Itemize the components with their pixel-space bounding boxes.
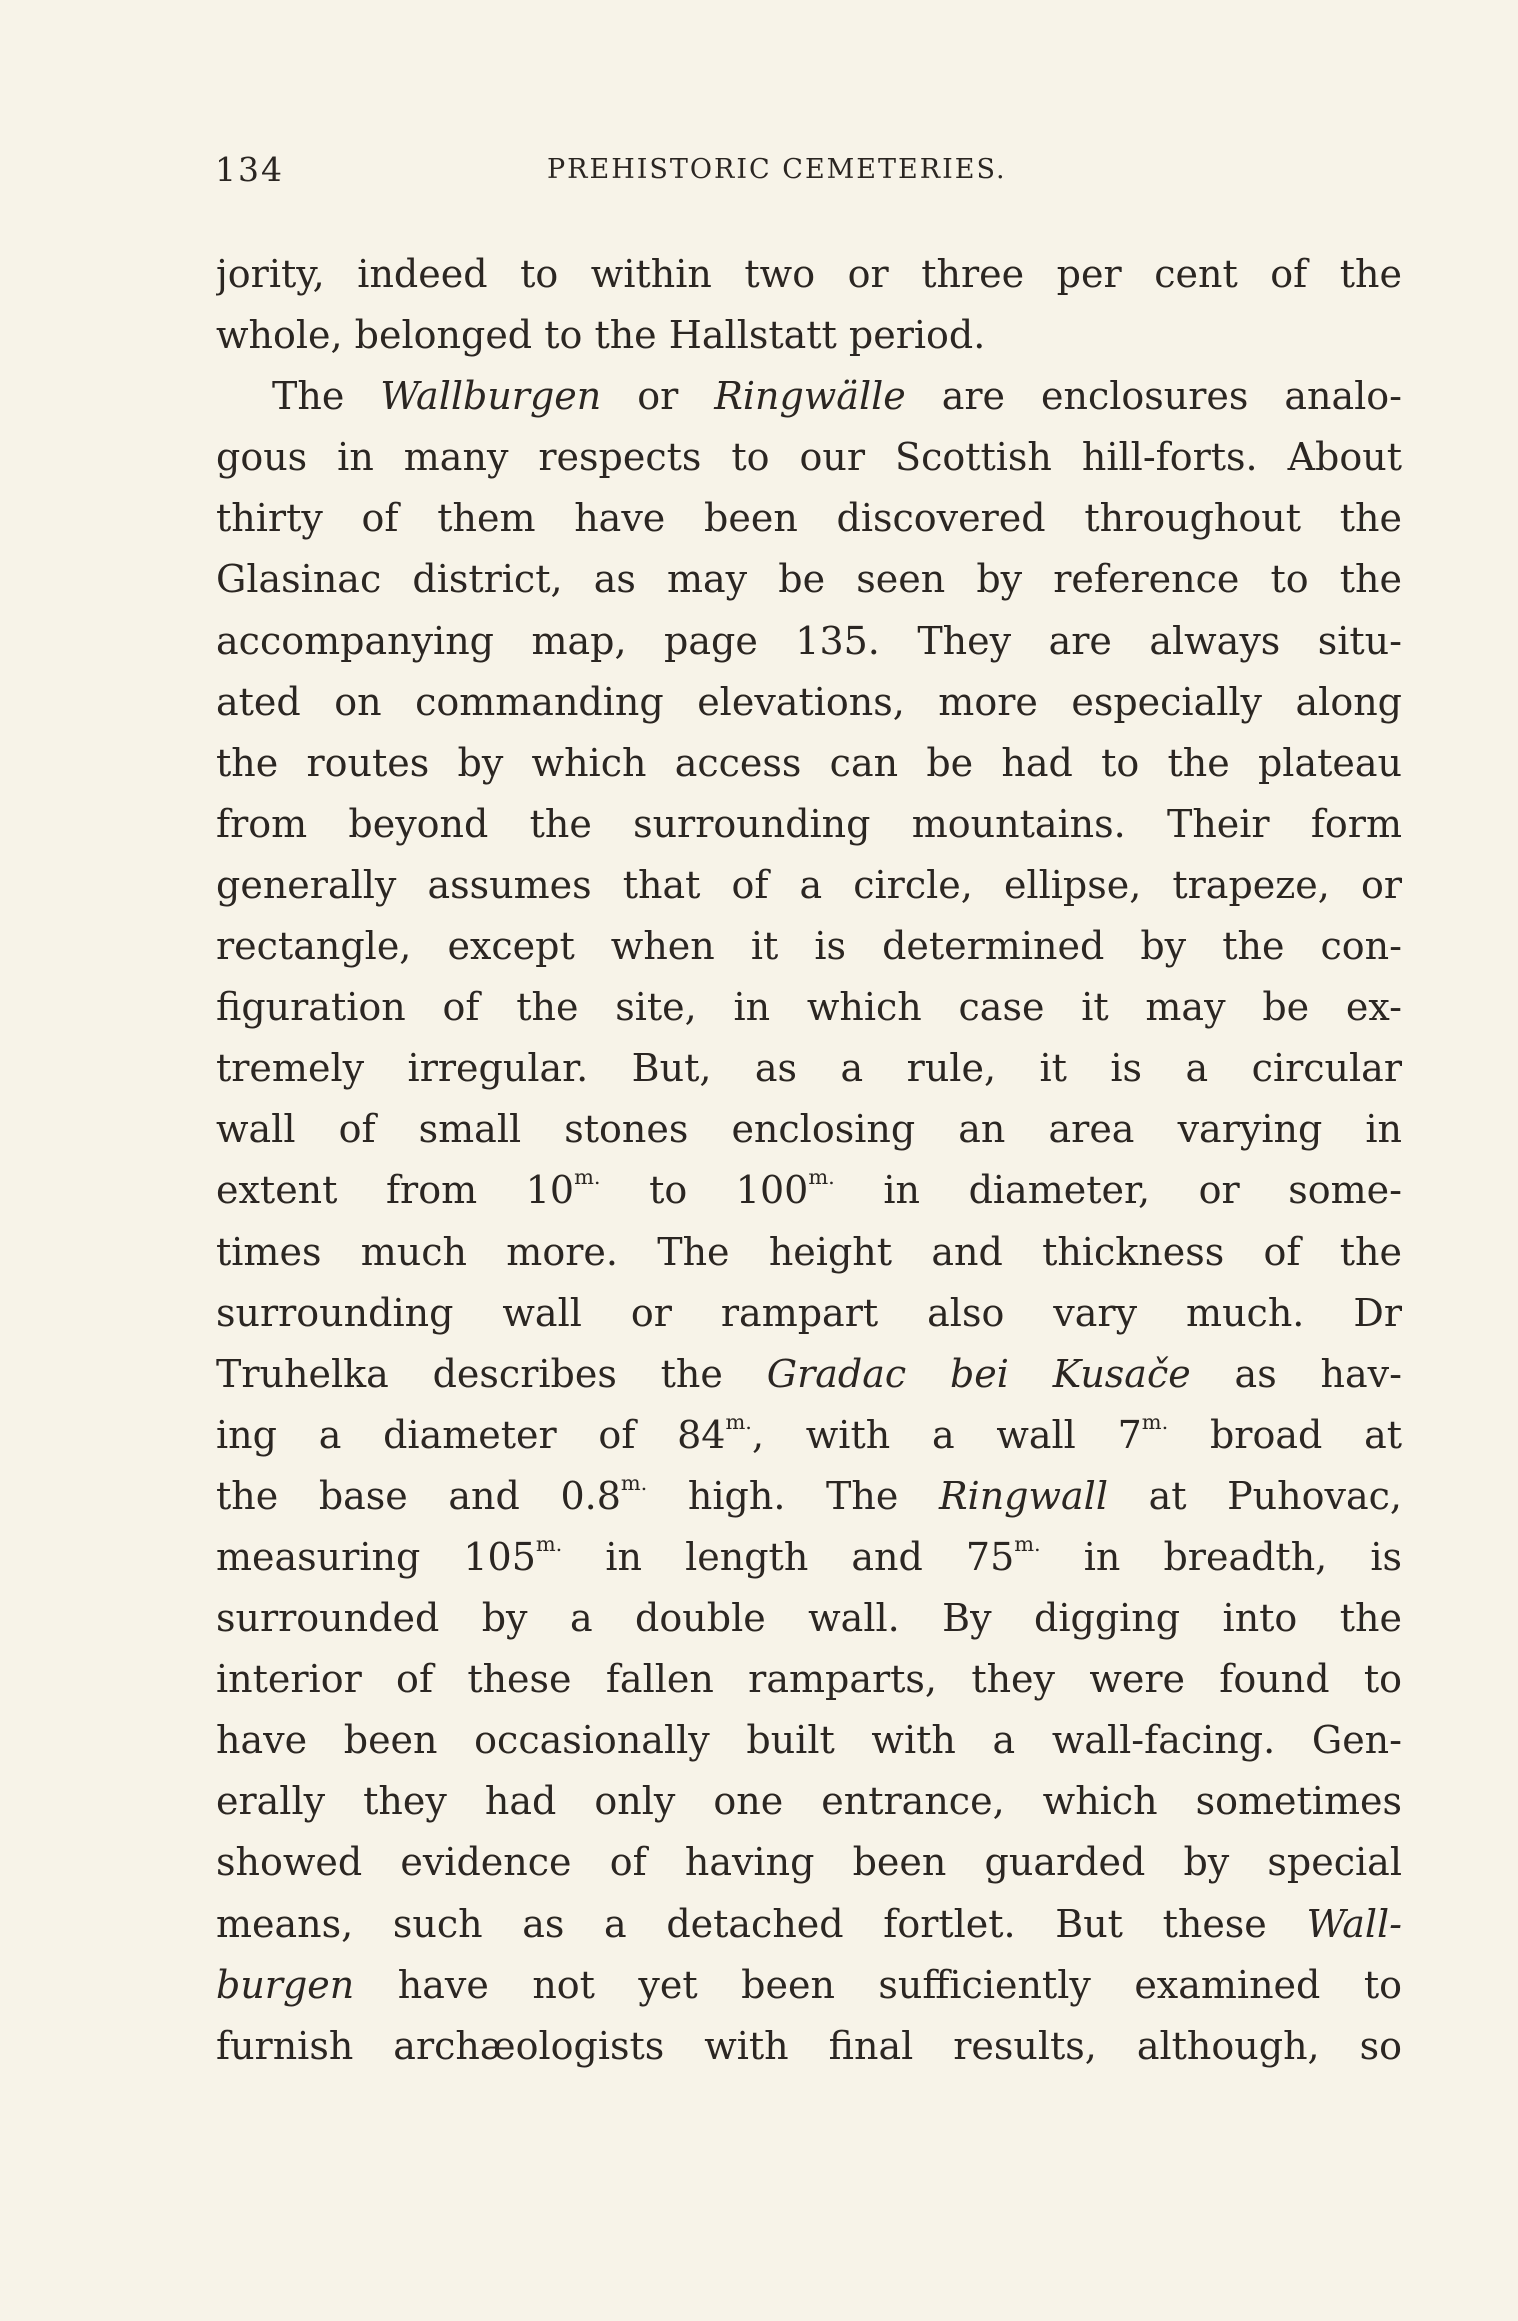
text-segment: in diameter, or some- bbox=[834, 1168, 1402, 1213]
text-segment: at Puhovac, bbox=[1108, 1473, 1402, 1518]
text-line bbox=[216, 549, 1402, 610]
text-segment: ing a diameter of 84 bbox=[216, 1412, 726, 1457]
text-segment: measuring 105 bbox=[216, 1534, 536, 1579]
body-text bbox=[216, 244, 1402, 2077]
text-segment: rectangle, except when it is determined by the con- bbox=[216, 924, 1402, 969]
text-line bbox=[216, 1955, 1402, 2016]
text-segment: generally assumes that of a circle, ellipse, trapeze, or bbox=[216, 862, 1402, 907]
text-line bbox=[216, 855, 1402, 916]
text-segment: means, such as a detached fortlet. But these bbox=[216, 1901, 1307, 1946]
text-segment: jority, indeed to within two or three per cent of the bbox=[216, 252, 1402, 296]
text-line bbox=[216, 1588, 1402, 1649]
text-line bbox=[216, 1466, 1402, 1527]
text-segment: wall of small stones enclosing an area varying in bbox=[216, 1107, 1402, 1152]
text-line bbox=[216, 611, 1402, 672]
text-line bbox=[216, 672, 1402, 733]
text-segment: the base and 0.8 bbox=[216, 1473, 621, 1518]
text-line bbox=[216, 1832, 1402, 1893]
text-segment: figuration of the site, in which case it may be ex- bbox=[216, 985, 1402, 1030]
text-segment: furnish archæologists with final results, although, so bbox=[216, 2023, 1402, 2068]
text-segment: showed evidence of having been guarded by special bbox=[216, 1840, 1402, 1885]
text-segment: Glasinac district, as may be seen by reference to the bbox=[216, 557, 1402, 602]
italic-term: Wallburgen bbox=[380, 374, 602, 419]
text-segment: surrounded by a double wall. By digging into the bbox=[216, 1596, 1402, 1641]
superscript-unit: m. bbox=[725, 1409, 752, 1434]
text-line bbox=[216, 244, 1402, 305]
text-segment: as hav- bbox=[1190, 1351, 1402, 1396]
text-segment: have been occasionally built with a wall-facing. Gen- bbox=[216, 1718, 1402, 1763]
italic-term: Ringwälle bbox=[714, 374, 906, 419]
text-line bbox=[216, 794, 1402, 855]
text-line bbox=[216, 305, 1402, 366]
text-segment: tremely irregular. But, as a rule, it is a circular bbox=[216, 1046, 1402, 1091]
text-segment: times much more. The height and thickness of the bbox=[216, 1229, 1402, 1274]
text-segment: gous in many respects to our Scottish hill-forts. About bbox=[216, 435, 1402, 480]
text-segment: extent from 10 bbox=[216, 1168, 575, 1213]
text-segment: or bbox=[601, 374, 715, 419]
text-segment: are enclosures analo- bbox=[905, 374, 1402, 419]
text-line bbox=[216, 1771, 1402, 1832]
superscript-unit: m. bbox=[1014, 1532, 1041, 1557]
text-segment: from beyond the surrounding mountains. Their form bbox=[216, 801, 1402, 846]
italic-term: Ringwall bbox=[938, 1473, 1108, 1518]
text-segment: surrounding wall or rampart also vary much. Dr bbox=[216, 1290, 1402, 1335]
text-segment: to 100 bbox=[600, 1168, 809, 1213]
text-line bbox=[216, 1344, 1402, 1405]
text-segment: Truhelka describes the bbox=[216, 1351, 767, 1396]
italic-term: burgen bbox=[216, 1962, 355, 2007]
text-segment: , with a wall 7 bbox=[751, 1412, 1142, 1457]
running-title: PREHISTORIC CEMETERIES. bbox=[547, 154, 1007, 185]
text-line bbox=[216, 366, 1402, 427]
text-segment: high. The bbox=[647, 1473, 939, 1518]
text-line bbox=[216, 1099, 1402, 1160]
running-head bbox=[215, 150, 1403, 194]
text-segment: interior of these fallen ramparts, they were found to bbox=[216, 1657, 1402, 1702]
text-line bbox=[216, 1894, 1402, 1955]
text-segment: the routes by which access can be had to the plateau bbox=[216, 740, 1402, 785]
superscript-unit: m. bbox=[1141, 1409, 1169, 1434]
text-line bbox=[216, 916, 1402, 977]
text-line bbox=[216, 1160, 1402, 1221]
text-segment: in length and 75 bbox=[562, 1534, 1015, 1579]
italic-term: Wall- bbox=[1306, 1901, 1402, 1946]
text-segment: in breadth, is bbox=[1040, 1534, 1402, 1579]
superscript-unit: m. bbox=[620, 1471, 648, 1496]
text-segment: The bbox=[272, 374, 381, 419]
text-segment: ated on commanding elevations, more especially along bbox=[216, 679, 1402, 724]
text-line bbox=[216, 977, 1402, 1038]
text-line bbox=[216, 733, 1402, 794]
text-segment: accompanying map, page 135. They are always situ- bbox=[216, 618, 1402, 663]
text-line bbox=[216, 1649, 1402, 1710]
superscript-unit: m. bbox=[535, 1532, 563, 1557]
text-segment: whole, belonged to the Hallstatt period. bbox=[216, 313, 986, 358]
text-line bbox=[216, 1527, 1402, 1588]
text-line bbox=[216, 488, 1402, 549]
superscript-unit: m. bbox=[808, 1165, 835, 1190]
text-segment: broad at bbox=[1168, 1412, 1402, 1457]
text-line bbox=[216, 1710, 1402, 1771]
page-number: 134 bbox=[215, 150, 284, 189]
text-line bbox=[216, 1222, 1402, 1283]
text-line bbox=[216, 1405, 1402, 1466]
italic-term: Gradac bei Kusače bbox=[766, 1351, 1191, 1396]
text-line bbox=[216, 1283, 1402, 1344]
superscript-unit: m. bbox=[574, 1165, 601, 1190]
text-line bbox=[216, 1038, 1402, 1099]
text-segment: have not yet been sufficiently examined to bbox=[354, 1962, 1402, 2007]
text-line bbox=[216, 427, 1402, 488]
text-segment: erally they had only one entrance, which sometimes bbox=[216, 1779, 1402, 1824]
text-segment: thirty of them have been discovered throughout the bbox=[216, 496, 1402, 541]
text-line bbox=[216, 2016, 1402, 2077]
